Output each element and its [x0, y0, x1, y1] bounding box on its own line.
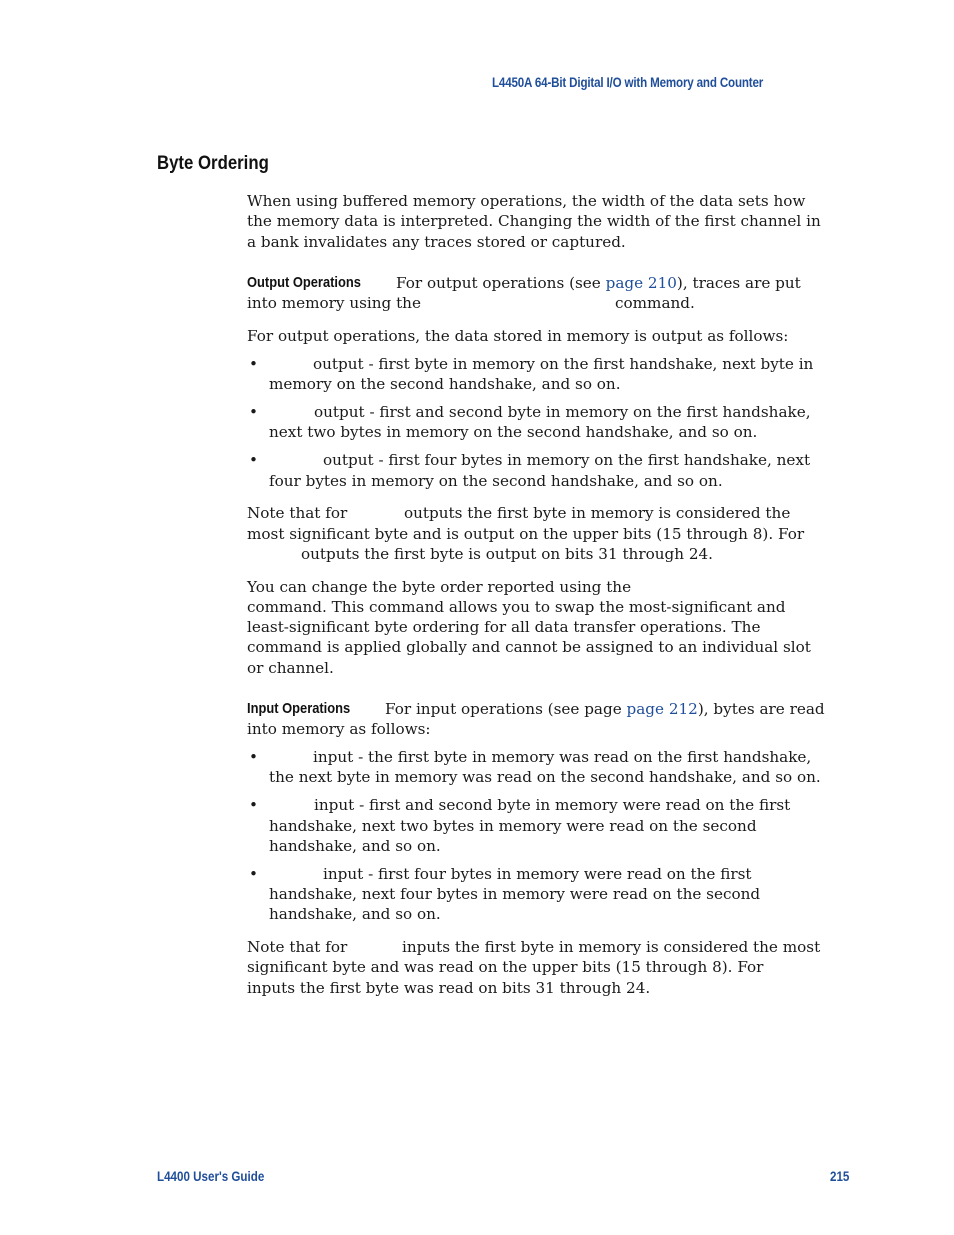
list-text: output - first and second byte in memory on the first handshake,: [314, 403, 811, 421]
paragraph-line: or channel.: [247, 659, 334, 677]
text: For input operations (see page: [385, 700, 627, 718]
list-text: input - first and second byte in memory were read on the first: [314, 796, 791, 814]
list-text: handshake, and so on.: [269, 837, 441, 855]
list-text: output - first four bytes in memory on the first handshake, next: [323, 451, 811, 469]
note-text: Note that for: [247, 504, 348, 522]
list-text: handshake, and so on.: [269, 905, 441, 923]
list-text: handshake, next two bytes in memory were read on the second: [269, 817, 757, 835]
note-text: Note that for: [247, 938, 348, 956]
text: ), traces are put: [676, 274, 801, 292]
output-operations-heading: Output Operations: [247, 274, 361, 291]
input-operations-heading: Input Operations: [247, 700, 351, 717]
output-ops-line: command.: [615, 294, 695, 312]
page-210-link[interactable]: page 210: [605, 274, 677, 292]
note-text: most significant byte and is output on the upper bits (15 through 8). For: [247, 525, 805, 543]
list-text: the next byte in memory was read on the second handshake, and so on.: [269, 768, 821, 786]
input-ops-line: [385, 700, 825, 718]
text: For output operations (see: [396, 274, 606, 292]
intro-line: a bank invalidates any traces stored or captured.: [247, 233, 626, 251]
bullet-icon: •: [249, 796, 258, 814]
note-text: inputs the first byte was read on bits 31 through 24.: [247, 979, 651, 997]
note-text: inputs the first byte in memory is considered the most: [402, 938, 821, 956]
intro-line: When using buffered memory operations, the width of the data sets how: [247, 192, 806, 210]
list-text: four bytes in memory on the second handshake, and so on.: [269, 472, 723, 490]
text: ), bytes are read: [697, 700, 825, 718]
list-text: handshake, next four bytes in memory were read on the second: [269, 885, 761, 903]
list-text: input - first four bytes in memory were read on the first: [323, 865, 752, 883]
paragraph-line: command. This command allows you to swap the most-significant and: [247, 598, 786, 616]
running-header: L4450A 64-Bit Digital I/O with Memory and Counter: [492, 75, 764, 90]
paragraph-line: least-significant byte ordering for all data transfer operations. The: [247, 618, 761, 636]
note-text: outputs the first byte in memory is considered the: [404, 504, 791, 522]
bullet-icon: •: [249, 865, 258, 883]
footer-guide-title: L4400 User's Guide: [157, 1169, 265, 1184]
list-text: memory on the second handshake, and so on.: [269, 375, 621, 393]
note-text: significant byte and was read on the upper bits (15 through 8). For: [247, 958, 764, 976]
page-212-link[interactable]: page 212: [626, 700, 698, 718]
paragraph-line: command is applied globally and cannot be assigned to an individual slot: [247, 638, 811, 656]
bullet-icon: •: [249, 355, 258, 373]
section-title: Byte Ordering: [157, 152, 269, 174]
list-text: input - the first byte in memory was read on the first handshake,: [313, 748, 812, 766]
output-ops-line: [396, 274, 801, 292]
bullet-icon: •: [249, 451, 258, 469]
note-text: outputs the first byte is output on bits 31 through 24.: [301, 545, 713, 563]
intro-line: the memory data is interpreted. Changing the width of the first channel in: [247, 212, 821, 230]
bullet-icon: •: [249, 748, 258, 766]
paragraph-line: You can change the byte order reported using the: [247, 578, 632, 596]
page-number: 215: [830, 1169, 850, 1184]
list-text: output - first byte in memory on the first handshake, next byte in: [313, 355, 814, 373]
input-ops-line: into memory as follows:: [247, 720, 431, 738]
output-ops-line: into memory using the: [247, 294, 421, 312]
bullet-icon: •: [249, 403, 258, 421]
list-text: next two bytes in memory on the second handshake, and so on.: [269, 423, 758, 441]
output-lead: For output operations, the data stored in memory is output as follows:: [247, 327, 789, 345]
